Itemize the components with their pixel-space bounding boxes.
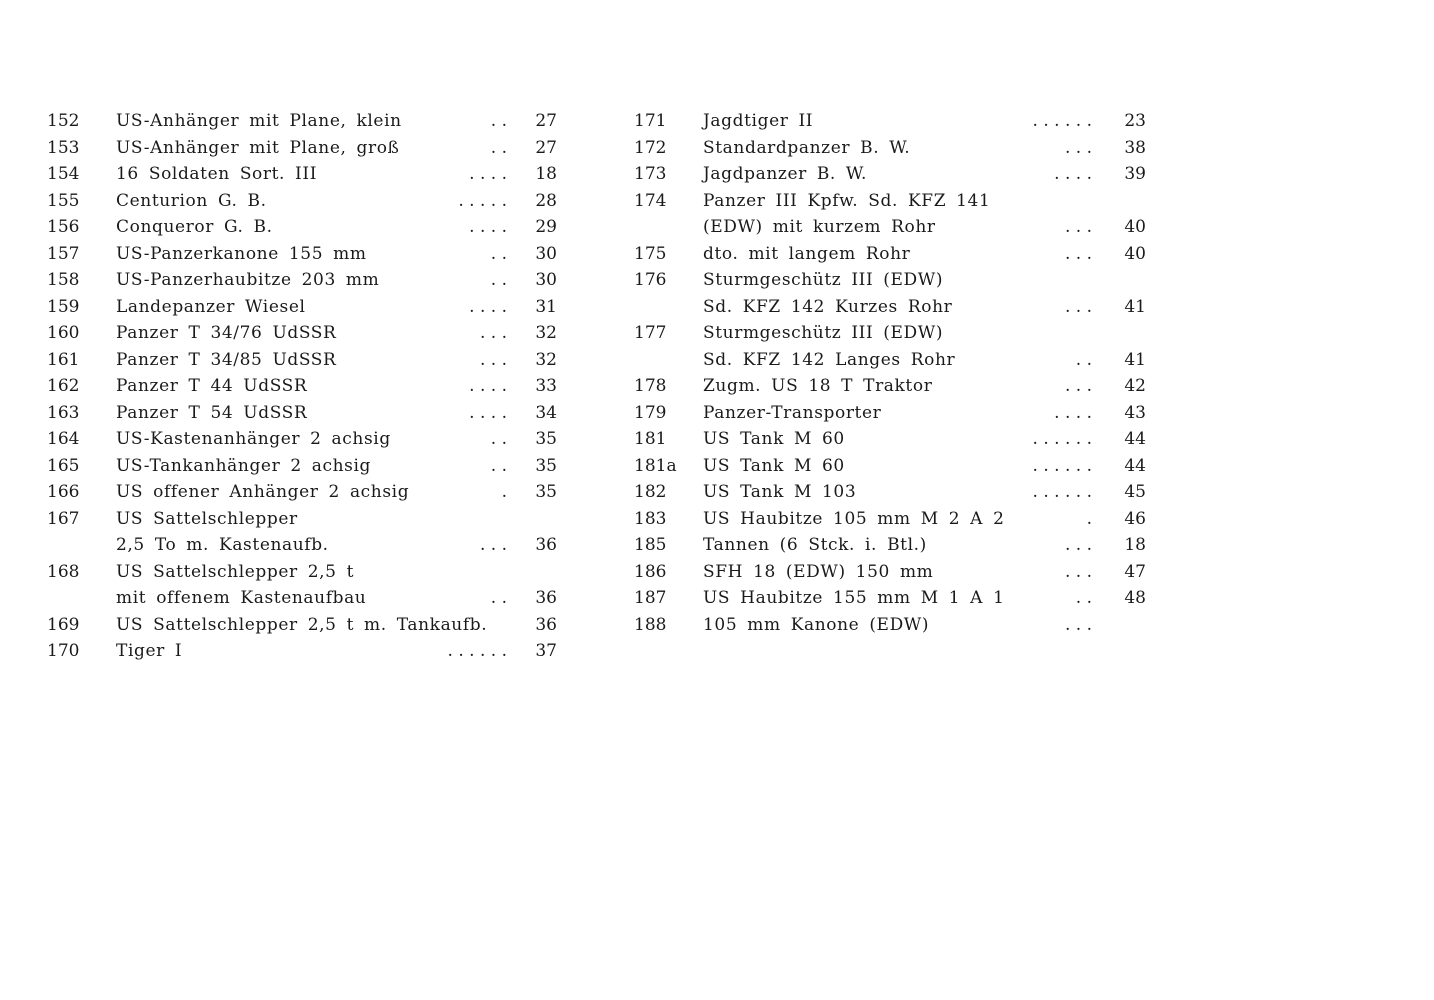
index-entry <box>47 241 567 268</box>
entry-title: US-Panzerkanone 155 mm <box>116 243 367 264</box>
entry-title: Conqueror G. B. <box>116 217 273 237</box>
dot-leader: . . . <box>479 535 507 555</box>
entry-number: 181a <box>634 455 677 476</box>
page-number: 43 <box>1124 402 1146 423</box>
dot-leader: . . <box>1075 588 1092 608</box>
dot-leader: . . . <box>1064 614 1092 635</box>
dot-leader: . . <box>490 243 507 264</box>
entry-number: 157 <box>47 243 80 264</box>
entry-number: 152 <box>47 111 80 131</box>
entry-title: Sd. KFZ 142 Langes Rohr <box>703 349 956 370</box>
entry-number: 154 <box>47 164 80 184</box>
index-entry <box>47 267 567 294</box>
index-entry <box>47 559 567 586</box>
index-entry <box>634 479 1154 506</box>
page-number: 45 <box>1124 482 1146 502</box>
entry-title: Tiger I <box>116 641 183 661</box>
entry-number: 173 <box>634 164 667 184</box>
dot-leader: . . . <box>1064 296 1092 317</box>
entry-number: 188 <box>634 614 667 635</box>
entry-number: 169 <box>47 614 80 635</box>
entry-title: US-Tankanhänger 2 achsig <box>116 455 371 476</box>
entry-number: 156 <box>47 217 80 237</box>
page-number: 48 <box>1124 588 1146 608</box>
index-entry <box>47 108 567 135</box>
index-entry <box>634 559 1154 586</box>
entry-number: 162 <box>47 376 80 396</box>
index-entry <box>634 373 1154 400</box>
entry-number: 174 <box>634 190 667 211</box>
entry-title: US Haubitze 155 mm M 1 A 1 <box>703 588 1005 608</box>
entry-number: 179 <box>634 402 667 423</box>
entry-number: 168 <box>47 561 80 582</box>
entry-title: Panzer-Transporter <box>703 402 882 423</box>
entry-number: 176 <box>634 270 667 290</box>
page-number: 41 <box>1124 296 1146 317</box>
dot-leader: . . <box>490 455 507 476</box>
entry-title: US-Anhänger mit Plane, klein <box>116 111 402 131</box>
index-column-right <box>634 108 1154 638</box>
dot-leader: . . . <box>1064 535 1092 555</box>
entry-title: US Sattelschlepper <box>116 508 298 529</box>
index-entry <box>634 612 1154 639</box>
index-entry <box>634 108 1154 135</box>
entry-title: Centurion G. B. <box>116 190 267 211</box>
entry-title: Jagdtiger II <box>703 111 814 131</box>
entry-number: 187 <box>634 588 667 608</box>
entry-number: 161 <box>47 349 80 370</box>
entry-title: Panzer III Kpfw. Sd. KFZ 141 <box>703 190 991 211</box>
entry-title: Panzer T 44 UdSSR <box>116 376 308 396</box>
dot-leader: . . <box>1075 349 1092 370</box>
entry-title: US offener Anhänger 2 achsig <box>116 482 410 502</box>
page-number: 44 <box>1124 429 1146 449</box>
dot-leader: . . . . . . <box>1032 111 1092 131</box>
page-number: 36 <box>535 588 557 608</box>
page-number: 33 <box>535 376 557 396</box>
dot-leader: . . . <box>1064 217 1092 237</box>
entry-title: US-Panzerhaubitze 203 mm <box>116 270 380 290</box>
dot-leader: . . . . <box>469 376 507 396</box>
index-entry <box>47 426 567 453</box>
entry-number: 178 <box>634 376 667 396</box>
entry-number: 167 <box>47 508 80 529</box>
entry-title: US-Anhänger mit Plane, groß <box>116 137 400 158</box>
entry-number: 165 <box>47 455 80 476</box>
dot-leader: . . <box>490 429 507 449</box>
page-number: 30 <box>535 270 557 290</box>
entry-title: US Sattelschlepper 2,5 t <box>116 561 355 582</box>
index-entry <box>47 532 567 559</box>
page-number: 44 <box>1124 455 1146 476</box>
index-entry <box>47 347 567 374</box>
entry-title: mit offenem Kastenaufbau <box>116 588 367 608</box>
entry-title: 16 Soldaten Sort. III <box>116 164 318 184</box>
page-number: 39 <box>1124 164 1146 184</box>
dot-leader: . . . . . . <box>1032 482 1092 502</box>
entry-title: 105 mm Kanone (EDW) <box>703 614 930 635</box>
page-number: 27 <box>535 111 557 131</box>
page-number: 42 <box>1124 376 1146 396</box>
entry-title: US Sattelschlepper 2,5 t m. Tankaufb. <box>116 614 488 635</box>
page-number: 34 <box>535 402 557 423</box>
page-number: 31 <box>535 296 557 317</box>
page-number: 40 <box>1124 243 1146 264</box>
entry-title: 2,5 To m. Kastenaufb. <box>116 535 329 555</box>
dot-leader: . . . . . . <box>447 641 507 661</box>
entry-number: 158 <box>47 270 80 290</box>
dot-leader: . . . . <box>1054 402 1092 423</box>
dot-leader: . . . . <box>469 164 507 184</box>
index-entry <box>47 161 567 188</box>
index-entry <box>47 135 567 162</box>
dot-leader: . . . <box>1064 243 1092 264</box>
dot-leader: . . . . . . <box>1032 429 1092 449</box>
page-number: 27 <box>535 137 557 158</box>
dot-leader: . . . . <box>469 217 507 237</box>
entry-title: Jagdpanzer B. W. <box>703 164 868 184</box>
index-entry <box>634 188 1154 215</box>
entry-title: US Tank M 60 <box>703 455 845 476</box>
index-entry <box>47 506 567 533</box>
entry-title: US Haubitze 105 mm M 2 A 2 <box>703 508 1005 529</box>
page-number: 36 <box>535 535 557 555</box>
entry-number: 171 <box>634 111 667 131</box>
index-entry <box>634 267 1154 294</box>
entry-title: (EDW) mit kurzem Rohr <box>703 217 936 237</box>
dot-leader: . . <box>490 111 507 131</box>
index-entry <box>634 532 1154 559</box>
dot-leader: . . . <box>1064 561 1092 582</box>
dot-leader: . <box>501 482 507 502</box>
entry-number: 182 <box>634 482 667 502</box>
page-number: 32 <box>535 349 557 370</box>
entry-number: 160 <box>47 323 80 343</box>
index-entry <box>634 400 1154 427</box>
index-entry <box>47 585 567 612</box>
page-number: 38 <box>1124 137 1146 158</box>
page-number: 37 <box>535 641 557 661</box>
entry-number: 183 <box>634 508 667 529</box>
page-number: 41 <box>1124 349 1146 370</box>
dot-leader: . . . <box>479 349 507 370</box>
index-entry <box>47 320 567 347</box>
entry-title: Sturmgeschütz III (EDW) <box>703 323 944 343</box>
index-entry <box>47 479 567 506</box>
entry-number: 186 <box>634 561 667 582</box>
dot-leader: . . . . <box>1054 164 1092 184</box>
entry-number: 159 <box>47 296 80 317</box>
index-entry <box>634 161 1154 188</box>
dot-leader: . . . <box>1064 376 1092 396</box>
index-entry <box>634 320 1154 347</box>
entry-title: Standardpanzer B. W. <box>703 137 911 158</box>
entry-title: US Tank M 103 <box>703 482 857 502</box>
index-entry <box>47 188 567 215</box>
dot-leader: . . <box>490 137 507 158</box>
page-number: 28 <box>535 190 557 211</box>
entry-number: 166 <box>47 482 80 502</box>
dot-leader: . . . . <box>469 402 507 423</box>
index-entry <box>634 426 1154 453</box>
dot-leader: . <box>1086 508 1092 529</box>
entry-title: dto. mit langem Rohr <box>703 243 911 264</box>
page-number: 30 <box>535 243 557 264</box>
dot-leader: . . . . . <box>458 190 507 211</box>
index-column-left <box>47 108 567 665</box>
page-number: 35 <box>535 455 557 476</box>
page-number: 36 <box>535 614 557 635</box>
entry-title: Sd. KFZ 142 Kurzes Rohr <box>703 296 953 317</box>
index-entry <box>47 453 567 480</box>
entry-title: Sturmgeschütz III (EDW) <box>703 270 944 290</box>
page-number: 46 <box>1124 508 1146 529</box>
index-entry <box>634 214 1154 241</box>
page-number: 18 <box>535 164 557 184</box>
entry-number: 177 <box>634 323 667 343</box>
index-entry <box>634 585 1154 612</box>
index-entry <box>47 400 567 427</box>
index-entry <box>634 506 1154 533</box>
entry-title: SFH 18 (EDW) 150 mm <box>703 561 934 582</box>
index-entry <box>47 294 567 321</box>
index-entry <box>47 373 567 400</box>
entry-number: 181 <box>634 429 667 449</box>
page-number: 40 <box>1124 217 1146 237</box>
entry-number: 153 <box>47 137 80 158</box>
dot-leader: . . . <box>1064 137 1092 158</box>
dot-leader: . . . <box>479 323 507 343</box>
entry-number: 185 <box>634 535 667 555</box>
index-entry <box>47 612 567 639</box>
page-number: 32 <box>535 323 557 343</box>
entry-number: 170 <box>47 641 80 661</box>
dot-leader: . . . . <box>469 296 507 317</box>
index-entry <box>634 453 1154 480</box>
page-number: 23 <box>1124 111 1146 131</box>
index-entry <box>47 638 567 665</box>
entry-number: 175 <box>634 243 667 264</box>
index-entry <box>634 294 1154 321</box>
dot-leader: . . <box>490 588 507 608</box>
entry-title: US-Kastenanhänger 2 achsig <box>116 429 391 449</box>
page-number: 35 <box>535 429 557 449</box>
entry-title: Zugm. US 18 T Traktor <box>703 376 933 396</box>
entry-title: US Tank M 60 <box>703 429 845 449</box>
page-number: 47 <box>1124 561 1146 582</box>
entry-number: 163 <box>47 402 80 423</box>
entry-title: Panzer T 54 UdSSR <box>116 402 308 423</box>
entry-title: Tannen (6 Stck. i. Btl.) <box>703 535 927 555</box>
index-entry <box>634 241 1154 268</box>
entry-number: 155 <box>47 190 80 211</box>
index-entry <box>47 214 567 241</box>
page-number: 18 <box>1124 535 1146 555</box>
dot-leader: . . <box>490 270 507 290</box>
entry-number: 164 <box>47 429 80 449</box>
page-number: 35 <box>535 482 557 502</box>
page-number: 29 <box>535 217 557 237</box>
index-entry <box>634 347 1154 374</box>
entry-title: Panzer T 34/85 UdSSR <box>116 349 337 370</box>
entry-title: Panzer T 34/76 UdSSR <box>116 323 337 343</box>
dot-leader: . . . . . . <box>1032 455 1092 476</box>
index-entry <box>634 135 1154 162</box>
entry-number: 172 <box>634 137 667 158</box>
entry-title: Landepanzer Wiesel <box>116 296 306 317</box>
